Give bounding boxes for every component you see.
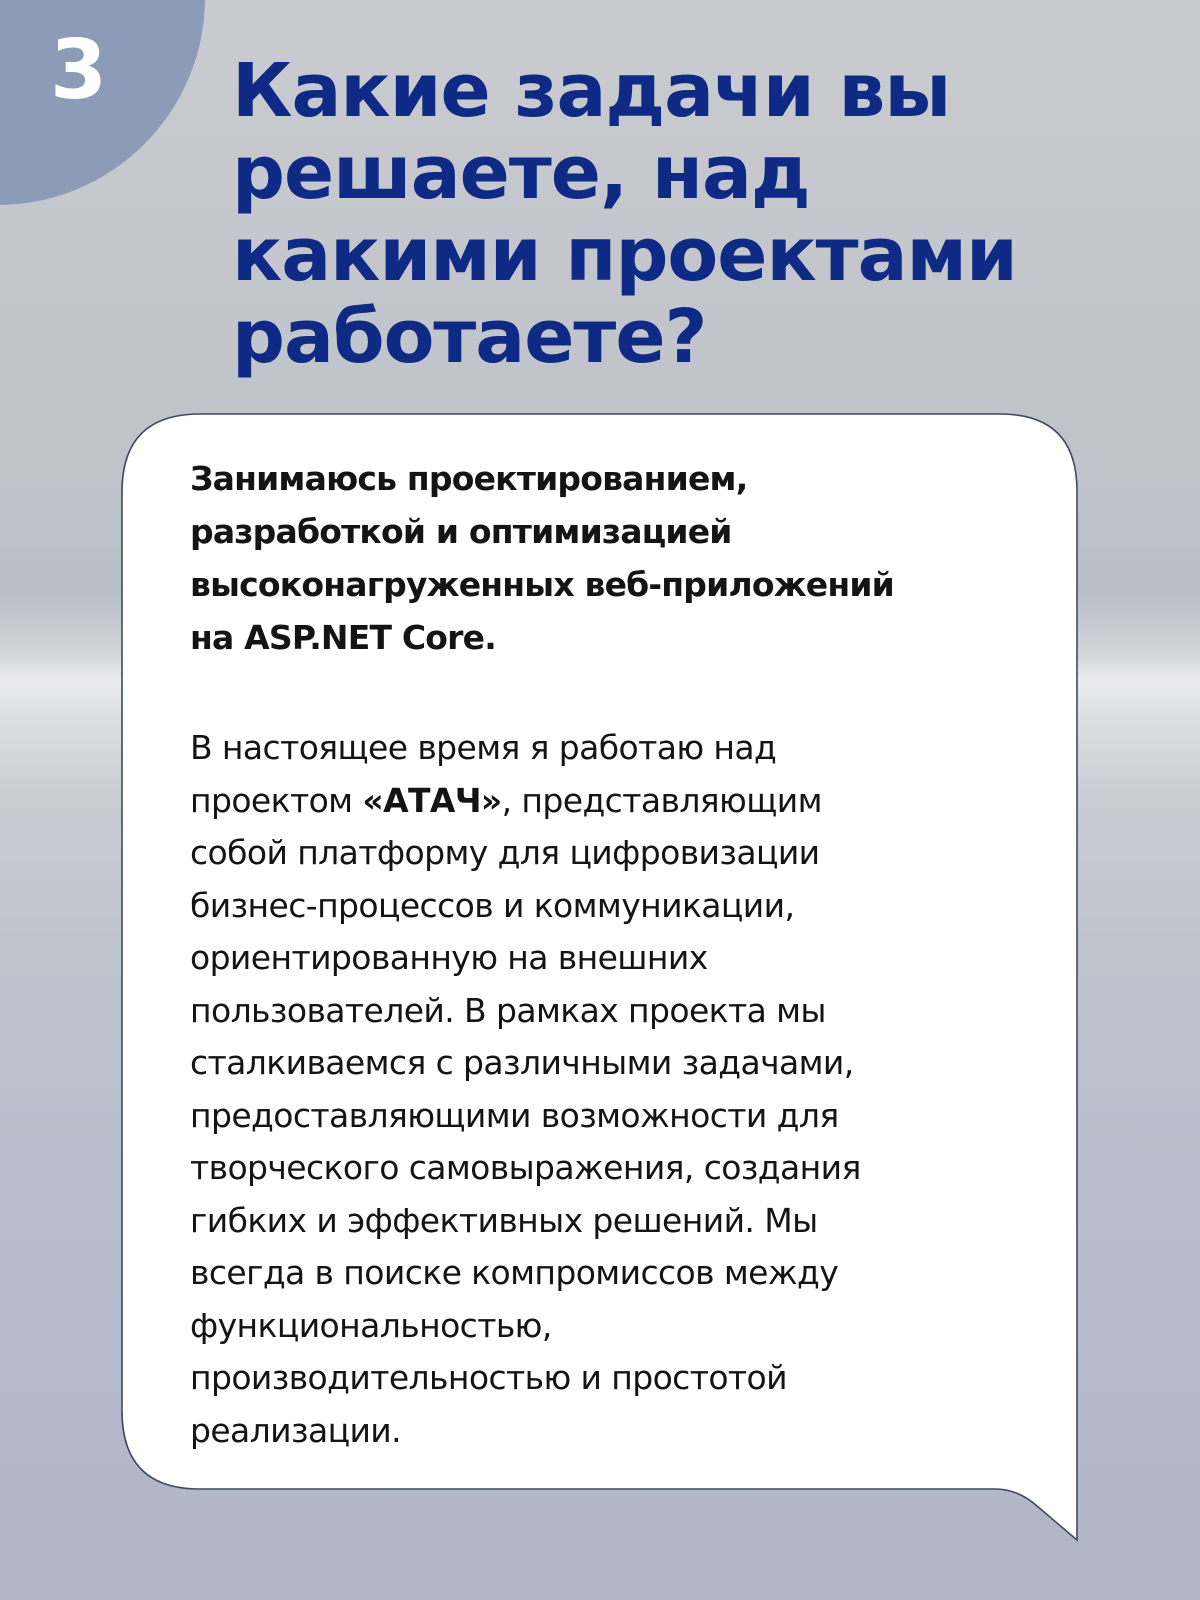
lead-line: разработкой и оптимизацией	[190, 512, 732, 551]
body-line: В настоящее время я работаю над	[190, 728, 777, 767]
answer-lead	[190, 452, 1060, 664]
body-line: собой платформу для цифровизации	[190, 833, 820, 872]
answer-body	[190, 722, 1060, 1457]
answer-text	[190, 452, 1060, 1457]
title-line: какими проектами	[232, 212, 1017, 298]
title-line: Какие задачи вы	[232, 48, 951, 134]
body-text: проектом	[190, 780, 363, 820]
lead-line: высоконагруженных веб-приложений	[190, 565, 894, 604]
project-name: «АТАЧ»	[362, 780, 502, 820]
lead-line: на ASP.NET Core.	[190, 618, 496, 657]
body-line: сталкиваемся с различными задачами,	[190, 1043, 854, 1082]
body-line: предоставляющими возможности для	[190, 1095, 839, 1135]
body-line: гибких и эффективных решений. Мы	[190, 1200, 818, 1240]
body-line: всегда в поиске компромиссов между	[190, 1253, 839, 1292]
body-line: пользователей. В рамках проекта мы	[190, 990, 826, 1030]
body-line: бизнес-процессов и коммуникации,	[190, 885, 795, 925]
body-line: функциональностью,	[190, 1305, 552, 1345]
body-line	[190, 775, 1060, 828]
body-line: реализации.	[190, 1410, 402, 1450]
lead-line: Занимаюсь проектированием,	[190, 459, 748, 498]
body-line: ориентированную на внешних	[190, 938, 708, 977]
body-line: производительностью и простотой	[190, 1358, 787, 1397]
slide-number: 3	[50, 23, 108, 118]
body-text: , представляющим	[501, 780, 822, 820]
body-line: творческого самовыражения, создания	[190, 1148, 861, 1187]
title-line: работаете?	[232, 294, 707, 380]
title-line: решаете, над	[232, 130, 810, 216]
